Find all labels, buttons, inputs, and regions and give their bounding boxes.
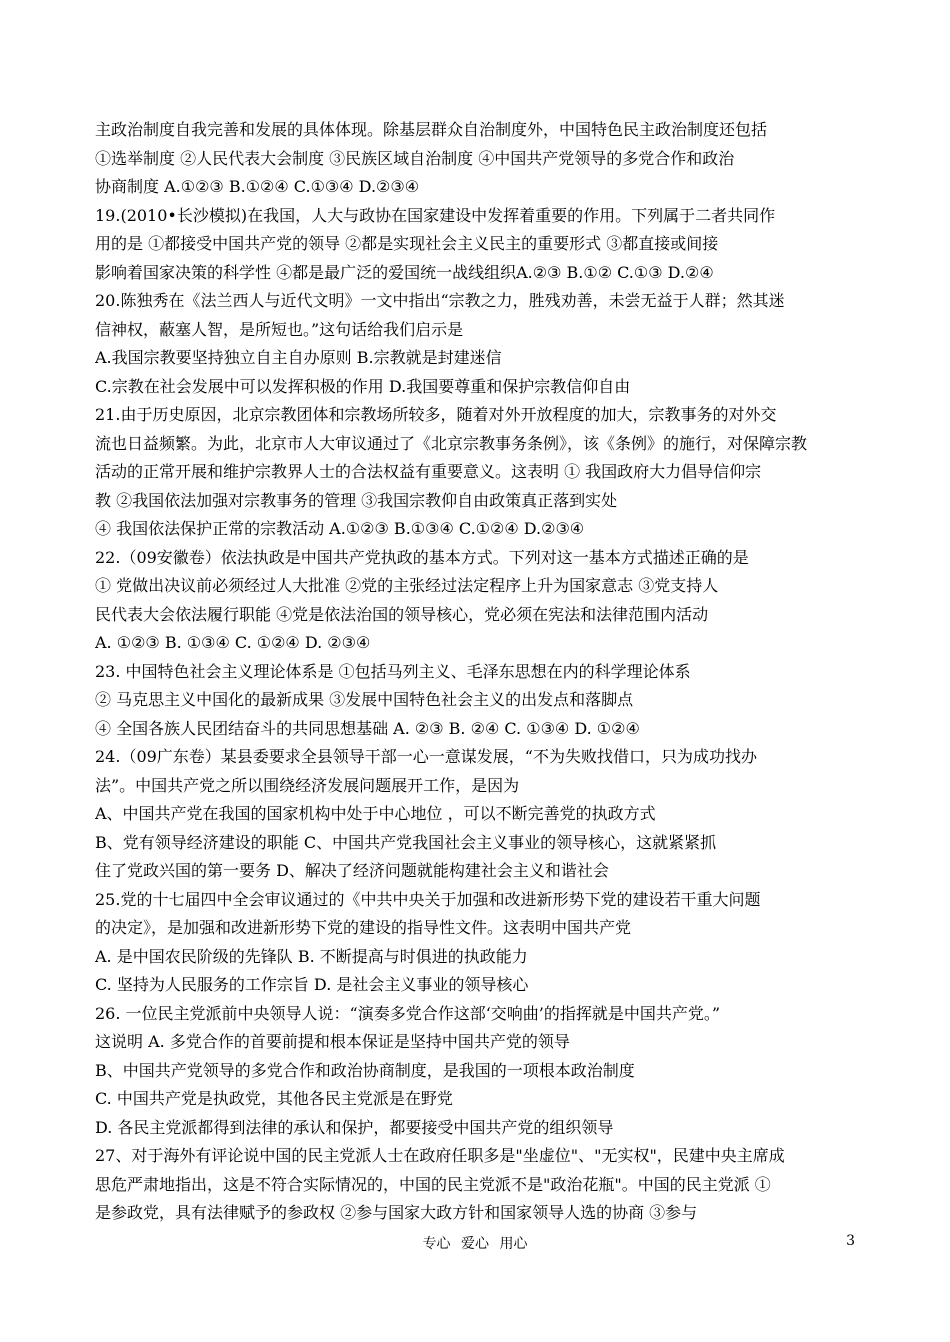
text-line: ④ 我国依法保护正常的宗教活动 A.①②③ B.①③④ C.①②④ D.②③④ [95,519,585,538]
text-line: 主政治制度自我完善和发展的具体体现。除基层群众自治制度外，中国特色民主政治制度还包括 [95,120,768,139]
text-line: C. 坚持为人民服务的工作宗旨 D. 是社会主义事业的领导核心 [95,975,529,994]
document-body [95,116,860,1228]
text-line: B、中国共产党领导的多党合作和政治协商制度，是我国的一项根本政治制度 [95,1060,635,1080]
text-line: 民代表大会依法履行职能 ④党是依法治国的领导核心，党必须在宪法和法律范围内活动 [95,604,709,624]
text-line: 19.(2010•长沙模拟)在我国，人大与政协在国家建设中发挥着重要的作用。下列属于二者共同作 [95,205,776,225]
text-line: ④ 全国各族人民团结奋斗的共同思想基础 A. ②③ B. ②④ C. ①③④ D. ①②④ [95,718,640,738]
text-line: 26. 一位民主党派前中央领导人说：“演奏多党合作这部‘交响曲’的指挥就是中国共产党。” [95,1003,721,1023]
text-line: 这说明 A. 多党合作的首要前提和根本保证是坚持中国共产党的领导 [95,1032,570,1051]
text-line: 24.（09广东卷）某县委要求全县领导干部一心一意谋发展，“不为失败找借口，只为成功找办 [95,747,757,766]
text-line: 协商制度 A.①②③ B.①②④ C.①③④ D.②③④ [95,177,420,196]
text-line: A.我国宗教要坚持独立自主自办原则 B.宗教就是封建迷信 [95,348,502,367]
text-line: 21.由于历史原因，北京宗教团体和宗教场所较多，随着对外开放程度的加大，宗教事务的对外交 [95,405,777,424]
text-line: 影响着国家决策的科学性 ④都是最广泛的爱国统一战线组织A.②③ B.①② C.①③ D.②④ [95,262,714,282]
text-line: A、中国共产党在我国的国家机构中处于中心地位 ，可以不断完善党的执政方式 [95,804,656,823]
text-line: 住了党政兴国的第一要务 D、解决了经济问题就能构建社会主义和谐社会 [95,861,609,880]
text-line: C.宗教在社会发展中可以发挥积极的作用 D.我国要尊重和保护宗教信仰自由 [95,376,631,396]
text-line: 是参政党，具有法律赋予的参政权 ②参与国家大政方针和国家领导人选的协商 ③参与 [95,1203,698,1222]
text-line: 思危严肃地指出，这是不符合实际情况的，中国的民主党派不是"政治花瓶"。中国的民主党派 ① [95,1174,771,1194]
text-line: 的决定》，是加强和改进新形势下党的建设的指导性文件。这表明中国共产党 [95,918,632,937]
text-line: ①选举制度 ②人民代表大会制度 ③民族区域自治制度 ④中国共产党领导的多党合作和政治 [95,148,735,168]
text-line: A. ①②③ B. ①③④ C. ①②④ D. ②③④ [95,633,371,652]
page-number: 3 [846,1233,855,1249]
text-line: D. 各民主党派都得到法律的承认和保护，都要接受中国共产党的组织领导 [95,1117,614,1137]
text-line: 信神权，蔽塞人智，是所短也。”这句话给我们启示是 [95,319,464,339]
text-line: 27、对于海外有评论说中国的民主党派人士在政府任职多是"坐虚位"、"无实权"，民建中央主席成 [95,1146,785,1165]
text-line: C. 中国共产党是执政党，其他各民主党派是在野党 [95,1089,453,1108]
text-line: 25.党的十七届四中全会审议通过的《中共中央关于加强和改进新形势下党的建设若干重大问题 [95,889,761,909]
text-line: 23. 中国特色社会主义理论体系是 ①包括马列主义、毛泽东思想在内的科学理论体系 [95,661,691,681]
text-line: A. 是中国农民阶级的先锋队 B. 不断提高与时俱进的执政能力 [95,946,528,966]
text-line: ② 马克思主义中国化的最新成果 ③发展中国特色社会主义的出发点和落脚点 [95,690,634,709]
text-line: 22.（09安徽卷）依法执政是中国共产党执政的基本方式。下列对这一基本方式描述正确的是 [95,547,749,567]
text-line: 用的是 ①都接受中国共产党的领导 ②都是实现社会主义民主的重要形式 ③都直接或间接 [95,234,719,253]
text-line: ① 党做出决议前必须经过人大批准 ②党的主张经过法定程序上升为国家意志 ③党支持人 [95,576,719,595]
footer-motto: 专心 爱心 用心 [422,1236,528,1252]
text-line: 20.陈独秀在《法兰西人与近代文明》一文中指出“宗教之力，胜残劝善，未尝无益于人群；然其迷 [95,291,785,310]
text-line: 教 ②我国依法加强对宗教事务的管理 ③我国宗教仰自由政策真正落到实处 [95,490,618,510]
text-line: B、党有领导经济建设的职能 C、中国共产党我国社会主义事业的领导核心，这就紧紧抓 [95,832,717,852]
text-line: 法”。中国共产党之所以围绕经济发展问题展开工作，是因为 [95,775,520,795]
text-line: 流也日益频繁。为此，北京市人大审议通过了《北京宗教事务条例》，该《条例》的施行，对保障宗教 [95,433,808,453]
text-line: 活动的正常开展和维护宗教界人士的合法权益有重要意义。这表明 ① 我国政府大力倡导信仰宗 [95,462,762,481]
page-footer [0,1233,950,1257]
